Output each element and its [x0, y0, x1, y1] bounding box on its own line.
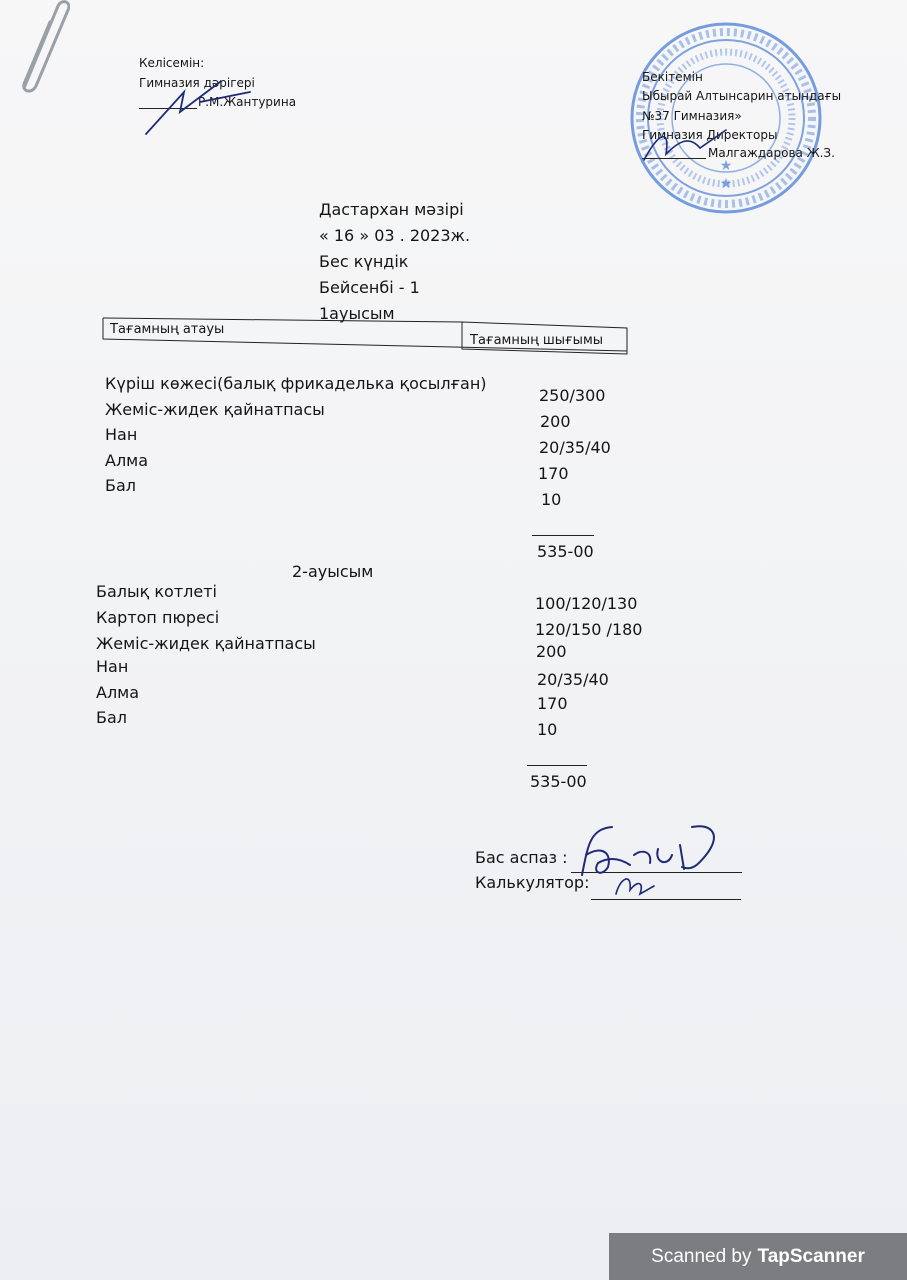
col-name-header: Тағамның атауы [110, 322, 225, 337]
scanner-prefix: Scanned by [651, 1245, 752, 1267]
menu-date: « 16 » 03 . 2023ж. [319, 226, 471, 245]
list-item-yield: 170 [537, 694, 568, 713]
scanner-brand: TapScanner [757, 1245, 865, 1267]
shift1-total: 535-00 [537, 542, 594, 561]
approval-right-line5: Малгаждарова Ж.З. [708, 146, 835, 160]
list-item: Алма [105, 451, 149, 470]
calculator-signature-icon [610, 866, 660, 902]
menu-days: Бес күндік [319, 252, 409, 271]
list-item: Нан [96, 657, 129, 676]
list-item: Картоп пюресі [96, 608, 220, 627]
list-item-yield: 200 [540, 412, 571, 431]
list-item-yield: 20/35/40 [537, 670, 609, 689]
list-item-yield: 200 [536, 642, 567, 661]
menu-title: Дастархан мәзірі [319, 200, 464, 219]
svg-text:★: ★ [719, 158, 733, 174]
list-item-yield: 10 [541, 490, 562, 509]
paperclip-icon [10, 0, 70, 100]
director-signature-icon [640, 120, 730, 170]
shift1-title: 1ауысым [319, 304, 395, 323]
approval-right-line1: Бекітемін [642, 70, 703, 84]
calculator-label: Калькулятор: [475, 873, 590, 892]
total-line [527, 765, 587, 766]
approval-right-line2: Ыбырай Алтынсарин атындағы [642, 89, 842, 103]
approval-left-line3: Р.М.Жантурина [198, 95, 297, 109]
list-item-yield: 10 [537, 720, 558, 739]
shift2-total: 535-00 [530, 772, 587, 791]
approval-right-line3: №37 Гимназия» [642, 109, 742, 123]
col-yield-header: Тағамның шығымы [470, 333, 604, 348]
svg-text:★: ★ [719, 176, 733, 192]
menu-day: Бейсенбі - 1 [319, 278, 420, 297]
approval-right-line4: Гимназия Директоры [642, 128, 778, 142]
list-item-yield: 100/120/130 [535, 594, 638, 613]
list-item: Жеміс-жидек қайнатпасы [96, 634, 316, 653]
approval-left-line1: Келісемін: [139, 56, 205, 70]
list-item: Бал [96, 708, 128, 727]
list-item-yield: 170 [538, 464, 569, 483]
total-line [532, 535, 594, 536]
list-item: Бал [105, 476, 137, 495]
list-item-yield: 120/150 /180 [535, 620, 643, 639]
shift2-title: 2-ауысым [292, 562, 374, 581]
list-item: Алма [96, 683, 140, 702]
list-item: Жеміс-жидек қайнатпасы [105, 400, 325, 419]
approval-left-line2: Гимназия дәрігері [139, 76, 255, 90]
list-item: Нан [105, 425, 138, 444]
scanner-watermark-badge [609, 1233, 907, 1280]
list-item-yield: 250/300 [539, 386, 606, 405]
doctor-signature-icon [140, 62, 260, 142]
list-item: Күріш көжесі(балық фрикаделька қосылған) [105, 374, 487, 393]
chef-label: Бас аспаз : [475, 848, 568, 867]
list-item-yield: 20/35/40 [539, 438, 611, 457]
list-item: Балық котлеті [96, 582, 217, 601]
